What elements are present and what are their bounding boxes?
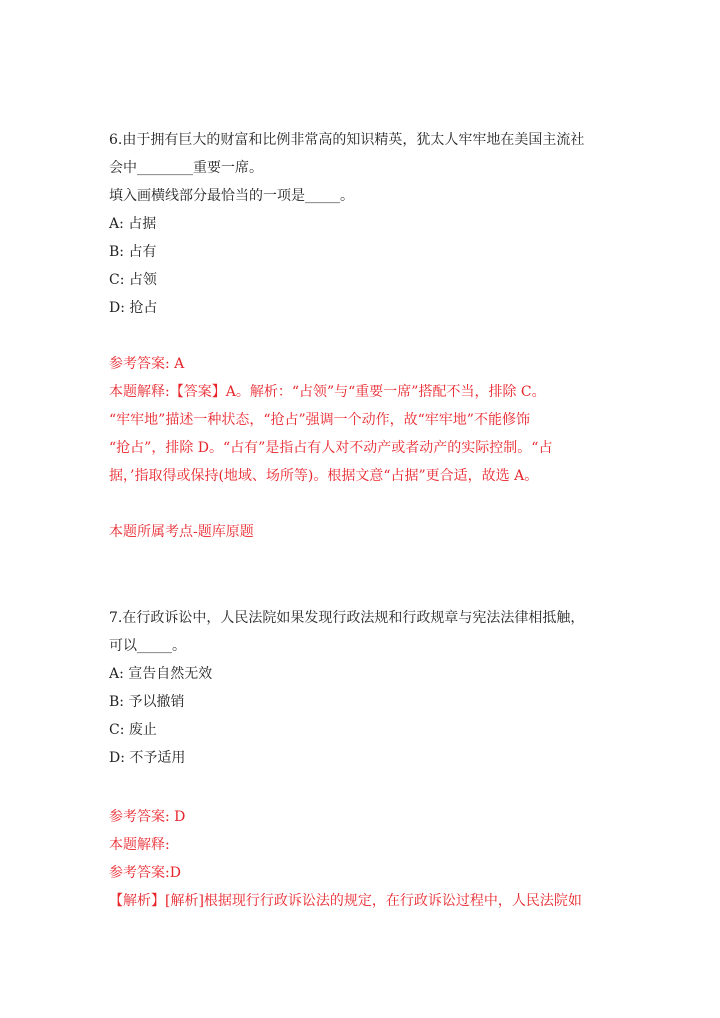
q7-option-c: C: 废止 (109, 722, 157, 738)
q7-stem-line-1: 7.在行政诉讼中，人民法院如果发现行政法规和行政规章与宪法法律相抵触， (109, 610, 585, 626)
q6-topic: 本题所属考点-题库原题 (109, 524, 254, 540)
q6-stem-line-2: 会中________重要一席。 (109, 160, 263, 176)
q7-option-a: A: 宣告自然无效 (109, 666, 213, 682)
q7-option-d: D: 不予适用 (109, 750, 186, 766)
q7-analysis: 【解析】[解析]根据现行行政诉讼法的规定，在行政诉讼过程中，人民法院如 (109, 893, 582, 909)
q6-explanation-line-2: “牢牢地”描述一种状态，“抢占”强调一个动作，故“牢牢地”不能修饰 (109, 412, 530, 428)
q7-answer-repeat: 参考答案:D (109, 865, 181, 881)
q6-option-c: C: 占领 (109, 272, 157, 288)
q7-explanation-label: 本题解释: (109, 837, 170, 853)
q6-option-a: A: 占据 (109, 216, 157, 232)
q6-prompt: 填入画横线部分最恰当的一项是_____。 (109, 188, 354, 204)
q6-explanation-line-1: 本题解释:【答案】A。解析：“占领”与“重要一席”搭配不当，排除 C。 (109, 384, 546, 400)
q6-option-d: D: 抢占 (109, 300, 158, 316)
q7-stem-line-2: 可以_____。 (109, 638, 186, 654)
q6-answer: 参考答案: A (109, 356, 185, 372)
q6-explanation-line-4: 据，’指取得或保持(地域、场所等)。根据文意“占据”更合适，故选 A。 (109, 468, 539, 484)
q6-stem-line-1: 6.由于拥有巨大的财富和比例非常高的知识精英，犹太人牢牢地在美国主流社 (109, 132, 585, 148)
q7-option-b: B: 予以撤销 (109, 694, 185, 710)
q6-option-b: B: 占有 (109, 244, 157, 260)
q6-explanation-line-3: “抢占”，排除 D。“占有”是指占有人对不动产或者动产的实际控制。“占 (109, 440, 553, 456)
q7-answer: 参考答案: D (109, 809, 186, 825)
